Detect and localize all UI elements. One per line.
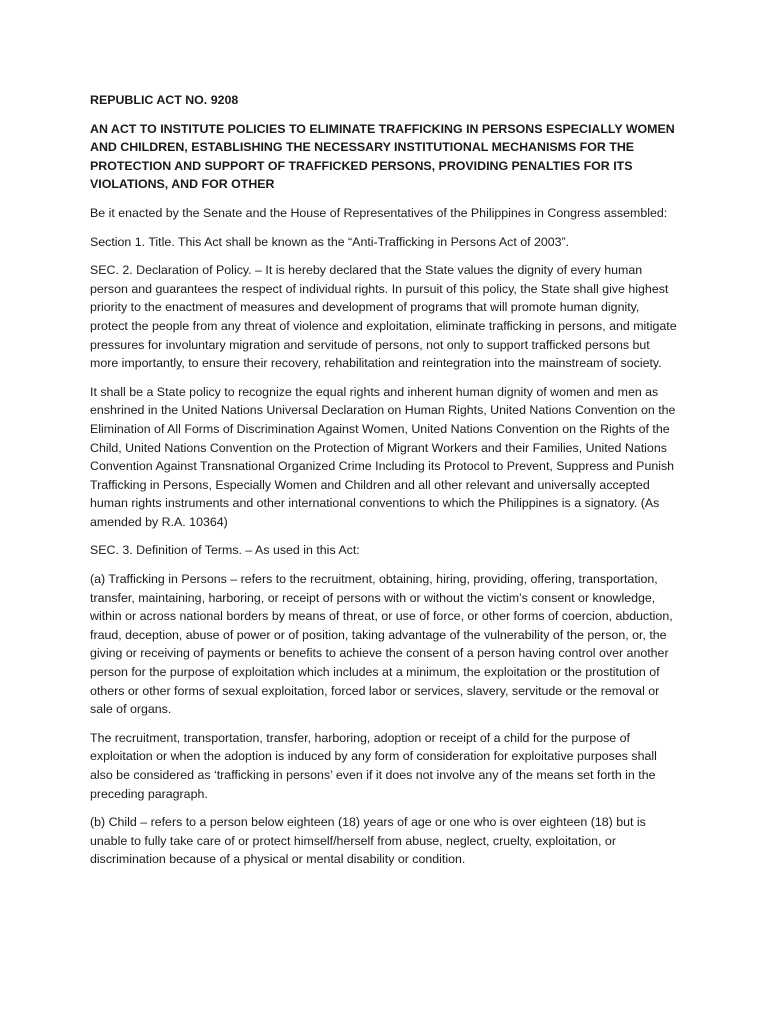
document-subtitle: AN ACT TO INSTITUTE POLICIES TO ELIMINATE TRAFFICKING IN PERSONS ESPECIALLY WOMEN AND CHILDREN, ESTABLISHING THE NECESSARY INSTITUTIONAL MECHANISMS FOR THE PROTECTION AND SUPPORT OF TRAFFICKED PERSONS, PROVIDING PENALTIES FOR ITS VIOLATIONS, AND FOR OTHER [90,121,675,192]
definition-trafficking-in-persons: (a) Trafficking in Persons – refers to the recruitment, obtaining, hiring, providing, offering, transportation, transfer, maintaining, harboring, or receipt of persons with or without the victim’s consent or knowledge, within or across national borders by means of threat, or use of force, or other forms of coercion, abduction, fraud, deception, abuse of power or of position, taking advantage of the vulnerability of the person, or, the giving or receiving of payments or benefits to achieve the consent of a person having control over another person for the purpose of exploitation which includes at a minimum, the exploitation or the prostitution of others or other forms of sexual exploitation, forced labor or services, slavery, servitude or the removal or sale of organs. [90,572,673,717]
section-3-definition-of-terms: SEC. 3. Definition of Terms. – As used in this Act: [90,543,360,558]
section-2-declaration-of-policy: SEC. 2. Declaration of Policy. – It is hereby declared that the State values the dignity of every human person and guarantees the respect of individual rights. In pursuit of this policy, the State shall give highest priority to the enactment of measures and development of programs that will promote human dignity, protect the people from any threat of violence and exploitation, eliminate trafficking in persons, and mitigate pressures for involuntary migration and servitude of persons, not only to support trafficked persons but more importantly, to ensure their recovery, rehabilitation and reintegration into the mainstream of society. [90,263,677,371]
section-1-title: Section 1. Title. This Act shall be known as the “Anti-Trafficking in Persons Act of 2003”. [90,234,570,249]
section-2-state-policy: It shall be a State policy to recognize the equal rights and inherent human dignity of women and men as enshrined in the United Nations Universal Declaration on Human Rights, United Nations Convention on the Elimination of All Forms of Discrimination Against Women, United Nations Convention on the Rights of the Child, United Nations Convention on the Protection of Migrant Workers and their Families, United Nations Convention Against Transnational Organized Crime Including its Protocol to Prevent, Suppress and Punish Trafficking in Persons, Especially Women and Children and all other relevant and universally accepted human rights instruments and other international conventions to which the Philippines is a signatory. (As amended by R.A. 10364) [90,384,676,529]
definition-child: (b) Child – refers to a person below eighteen (18) years of age or one who is over eighteen (18) but is unable to fully take care of or protect himself/herself from abuse, neglect, cruelty, exploitation, or discrimination because of a physical or mental disability or condition. [90,815,646,867]
document-page [90,91,680,879]
document-title: REPUBLIC ACT NO. 9208 [90,93,239,107]
enacting-clause: Be it enacted by the Senate and the House of Representatives of the Philippines in Congress assembled: [90,205,668,220]
definition-child-trafficking: The recruitment, transportation, transfer, harboring, adoption or receipt of a child for the purpose of exploitation or when the adoption is induced by any form of consideration for exploitative purposes shall also be considered as ‘trafficking in persons’ even if it does not involve any of the means set forth in the preceding paragraph. [90,730,657,801]
